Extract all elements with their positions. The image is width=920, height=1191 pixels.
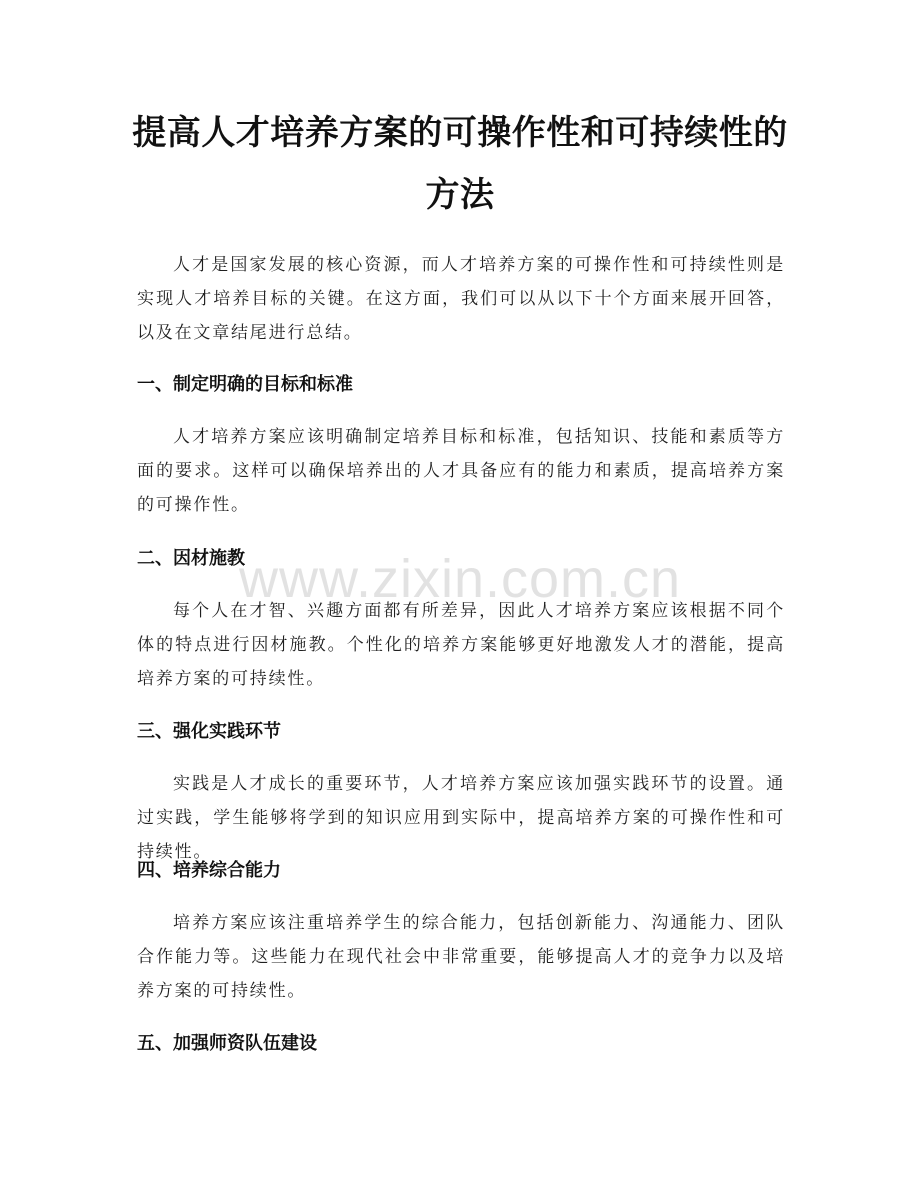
section-body-3: 实践是人才成长的重要环节，人才培养方案应该加强实践环节的设置。通过实践，学生能够将学到的知识应用到实际中，提高培养方案的可操作性和可持续性。 xyxy=(137,774,785,862)
intro-paragraph: 人才是国家发展的核心资源，而人才培养方案的可操作性和可持续性则是实现人才培养目标的关键。在这方面，我们可以从以下十个方面来展开回答，以及在文章结尾进行总结。 xyxy=(137,255,785,343)
section-body-2: 每个人在才智、兴趣方面都有所差异，因此人才培养方案应该根据不同个体的特点进行因材施教。个性化的培养方案能够更好地激发人才的潜能，提高培养方案的可持续性。 xyxy=(137,601,785,689)
document-title: 提高人才培养方案的可操作性和可持续性的方法 xyxy=(132,113,788,215)
section-body-1: 人才培养方案应该明确制定培养目标和标准，包括知识、技能和素质等方面的要求。这样可以确保培养出的人才具备应有的能力和素质，提高培养方案的可操作性。 xyxy=(137,427,785,515)
section-heading-4: 四、培养综合能力 xyxy=(137,860,281,881)
section-heading-5: 五、加强师资队伍建设 xyxy=(137,1033,317,1054)
watermark-text: www.zixin.com.cn xyxy=(238,549,682,609)
section-heading-3: 三、强化实践环节 xyxy=(137,721,281,742)
section-body-4: 培养方案应该注重培养学生的综合能力，包括创新能力、沟通能力、团队合作能力等。这些能力在现代社会中非常重要，能够提高人才的竞争力以及培养方案的可持续性。 xyxy=(137,913,785,1001)
section-heading-2: 二、因材施教 xyxy=(137,548,245,569)
section-heading-1: 一、制定明确的目标和标准 xyxy=(137,374,353,395)
